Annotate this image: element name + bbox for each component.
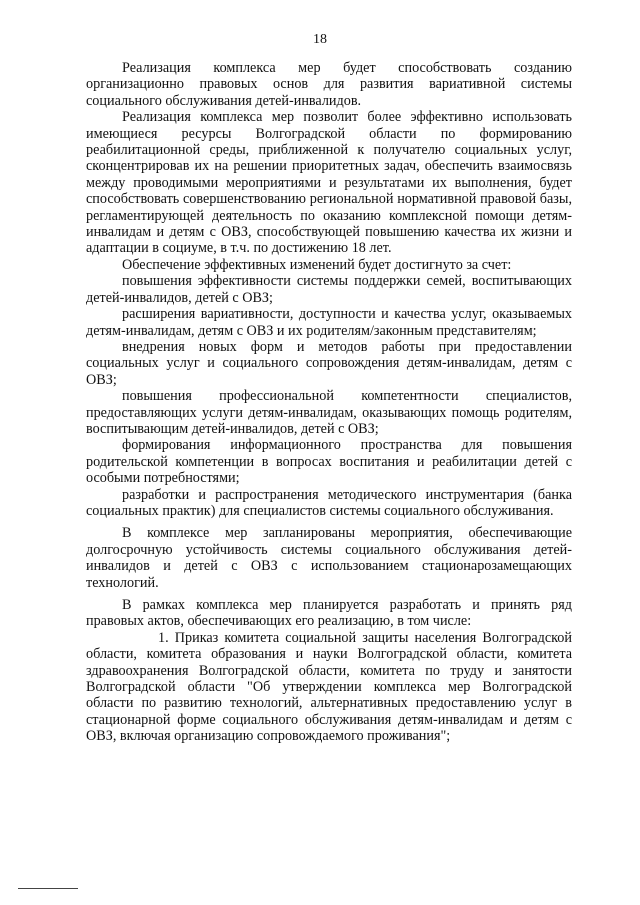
page-body: [86, 60, 572, 745]
numbered-item-order: 1. Приказ комитета социальной защиты населения Волгоградской области, комитета образования и науки Волгоградской области, комитета здравоохранения Волгоградской области, комитета по труду и занятости Волгоградской области "Об утверждении комплекса мер Волгоградской области по развитию технологий, альтернативных предоставлению услуг в стационарной форме социального обслуживания детям-инвалидам и детям с ОВЗ, включая организацию сопровождаемого проживания";: [86, 629, 572, 745]
paragraph-legal-acts: В рамках комплекса мер планируется разработать и принять ряд правовых актов, обеспечивающих его реализацию, в том числе:: [86, 597, 572, 630]
list-item-new-methods: внедрения новых форм и методов работы при предоставлении социальных услуг и социального сопровождения детям-инвалидам, детям с ОВЗ;: [86, 338, 572, 388]
list-item-methodological-tools: разработки и распространения методического инструментария (банка социальных практик) для специалистов системы социального обслуживания.: [86, 486, 572, 519]
list-item-family-support: повышения эффективности системы поддержки семей, воспитывающих детей-инвалидов, детей с ОВЗ;: [86, 273, 572, 306]
page-number: 18: [313, 32, 327, 47]
list-item-service-variability: расширения вариативности, доступности и качества услуг, оказываемых детям-инвалидам, детям с ОВЗ и их родителям/законным представителям;: [86, 306, 572, 339]
paragraph-changes-intro: Обеспечение эффективных изменений будет достигнуто за счет:: [122, 256, 512, 273]
paragraph-resources: Реализация комплекса мер позволит более эффективно использовать имеющиеся ресурсы Волгоградской области по формированию реабилитационной среды, приближенной к получателю социальных услуг, сконцентрировав их на решении приоритетных задач, обеспечить взаимосвязь между проводимыми мероприятиями и результатами их выполнения, будет способствовать совершенствованию региональной нормативной правовой базы, регламентирующей деятельность по оказанию комплексной помощи детям-инвалидам и детям с ОВЗ, способствующей повышению качества их жизни и адаптации в социуме, в т.ч. по достижению 18 лет.: [86, 109, 572, 257]
paragraph-result: Реализация комплекса мер будет способствовать созданию организационно правовых основ для развития вариативной системы социального обслуживания детей-инвалидов.: [86, 60, 572, 109]
footnote-separator: [18, 888, 78, 889]
list-item-information-space: формирования информационного пространства для повышения родительской компетенции в вопросах воспитания и реабилитации детей с особыми потребностями;: [86, 437, 572, 487]
paragraph-measures: В комплексе мер запланированы мероприятия, обеспечивающие долгосрочную устойчивость системы социального обслуживания детей-инвалидов и детей с ОВЗ с использованием стационарозамещающих технологий.: [86, 525, 572, 591]
list-item-specialist-competence: повышения профессиональной компетентности специалистов, предоставляющих услуги детям-инвалидам, оказывающих помощь родителям, воспитывающим детей-инвалидов, детей с ОВЗ;: [86, 388, 572, 437]
